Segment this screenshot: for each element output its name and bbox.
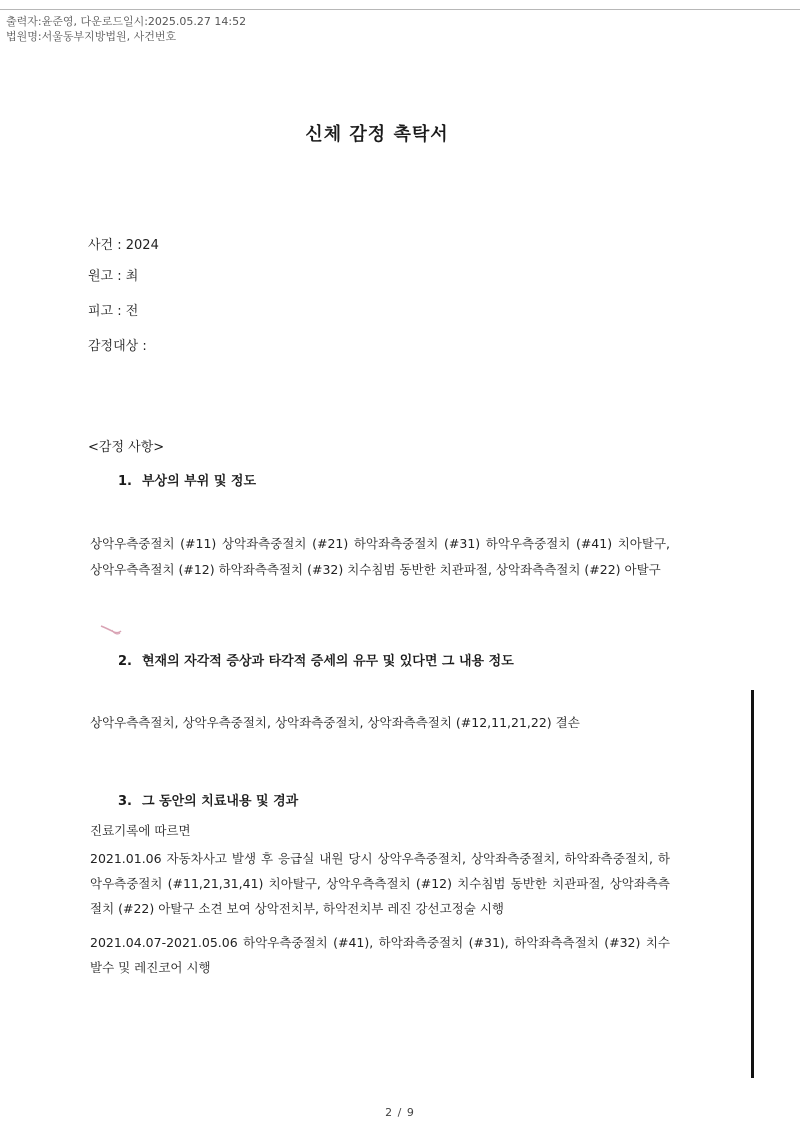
section-heading-3 xyxy=(118,790,298,809)
section-title: 그 동안의 치료내용 및 경과 xyxy=(141,794,299,809)
section-number: 3. xyxy=(118,794,132,809)
section-title: 현재의 자각적 증상과 타각적 증세의 유무 및 있다면 그 내용 정도 xyxy=(141,654,514,669)
page-indicator: 2 / 9 xyxy=(385,1106,415,1119)
court-info-line: 법원명:서울동부지방법원, 사건번호 xyxy=(6,30,177,43)
defendant-field: 피고 : 전 xyxy=(88,304,139,319)
print-header xyxy=(6,14,246,44)
ink-mark xyxy=(100,624,122,636)
section-3-paragraph: 2021.04.07-2021.05.06 하악우측중절치 (#41), 하악좌측중절치 (#31), 하악좌측측절치 (#32) 치수 발수 및 레진코어 시행 xyxy=(90,935,670,975)
section-3-intro: 진료기록에 따르면 xyxy=(90,823,191,838)
section-number: 1. xyxy=(118,474,132,489)
page-edge-shadow xyxy=(751,690,754,1078)
section-number: 2. xyxy=(118,654,132,669)
section-heading-1 xyxy=(118,470,256,489)
document-title: 신체 감정 촉탁서 xyxy=(305,124,449,145)
section-3-paragraph: 2021.01.06 자동차사고 발생 후 응급실 내원 당시 상악우측중절치, 상악좌측중절치, 하악좌측중절치, 하악우측중절치 (#11,21,31,41) 치아탈구, 상악우측측절치 (#12) 치수침범 동반한 치관파절, 상악좌측측절치 (#22) 아탈구 소견 보여 상악전치부, 하악전치부 레진 강선고정술 시행 xyxy=(90,851,670,916)
section-heading-2 xyxy=(118,650,514,669)
case-field: 사건 : 2024 xyxy=(88,238,159,253)
subject-field: 감정대상 : xyxy=(88,339,147,354)
section-2-paragraph: 상악우측측절치, 상악우측중절치, 상악좌측중절치, 상악좌측측절치 (#12,11,21,22) 결손 xyxy=(90,715,580,730)
plaintiff-field: 원고 : 최 xyxy=(88,269,139,284)
section-title: 부상의 부위 및 정도 xyxy=(141,474,257,489)
section-1-paragraph: 상악우측중절치 (#11) 상악좌측중절치 (#21) 하악좌측중절치 (#31) 하악우측중절치 (#41) 치아탈구, 상악우측측절치 (#12) 하악좌측측절치 (#32) 치수침범 동반한 치관파절, 상악좌측측절치 (#22) 아탈구 xyxy=(90,536,670,577)
section-open-label: <감정 사항> xyxy=(88,440,165,455)
print-info-line: 출력자:윤준영, 다운로드일시:2025.05.27 14:52 xyxy=(6,15,247,28)
